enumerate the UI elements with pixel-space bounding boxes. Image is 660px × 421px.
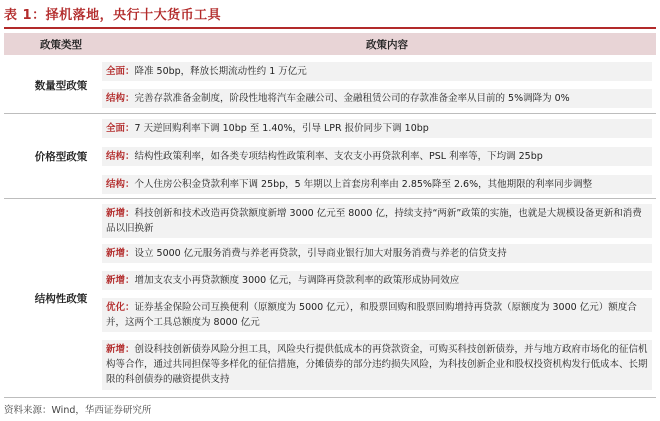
table-row [102, 175, 652, 194]
category-label: 价格型政策 [34, 151, 88, 163]
title-rule [4, 27, 656, 29]
row-text: 个人住房公积金贷款利率下调 25bp，5 年期以上首套房利率由 2.85%降至 2.6%，其他期限的利率同步调整 [134, 179, 593, 190]
table-row [102, 271, 652, 290]
row-text: 完善存款准备金制度，阶段性地将汽车金融公司、金融租赁公司的存款准备金率从目前的 5%调降为 0% [134, 93, 570, 104]
row-lead: 新增： [106, 208, 135, 219]
row-text: 结构性政策利率，如各类专项结构性政策利率、支农支小再贷款利率、PSL 利率等，下均调 25bp [134, 151, 543, 162]
table-row [102, 204, 652, 238]
table-row [102, 119, 652, 138]
table-row [102, 89, 652, 108]
table-row [102, 340, 652, 390]
row-lead: 新增： [106, 275, 135, 286]
table-row [102, 298, 652, 332]
section-quantity [4, 58, 656, 114]
row-lead: 结构： [106, 179, 135, 190]
category-label: 数量型政策 [34, 80, 88, 92]
row-lead: 全面： [106, 66, 135, 77]
row-lead: 新增： [106, 344, 135, 355]
row-text: 创设科技创新债券风险分担工具，风险央行提供低成本的再贷款资金，可购买科技创新债券，并与地方政府市场化的征信机构等合作，通过共同担保等多样化的征信措施，分摊债券的部分违约损失风险，为科技创新企业和股权投资机构发行低成本、长期限的科创债券的融资提供支持 [106, 344, 648, 385]
row-text: 科技创新和技术改造再贷款额度新增 3000 亿元至 8000 亿，持续支持“两新”政策的实施，也就是大规模设备更新和消费品以旧换新 [106, 208, 642, 234]
header-policy-content: 政策内容 [366, 38, 408, 51]
row-text: 证券基金保险公司互换便利（原额度为 5000 亿元），和股票回购和股票回购增持再贷款（原额度为 3000 亿元）额度合并，这两个工具总额度为 8000 亿元 [106, 302, 637, 328]
row-lead: 新增： [106, 248, 135, 259]
table-header [4, 33, 656, 55]
table-title: 表 1：择机落地，央行十大货币工具 [4, 8, 222, 23]
row-lead: 结构： [106, 93, 135, 104]
source-note: 资料来源：Wind，华西证券研究所 [4, 405, 152, 416]
table-row [102, 62, 652, 81]
table-row [102, 244, 652, 263]
row-lead: 全面： [106, 123, 135, 134]
header-policy-type: 政策类型 [40, 38, 82, 51]
row-lead: 结构： [106, 151, 135, 162]
row-text: 设立 5000 亿元服务消费与养老再贷款，引导商业银行加大对服务消费与养老的信贷支持 [134, 248, 507, 259]
category-label: 结构性政策 [34, 293, 88, 305]
row-text: 降准 50bp，释放长期流动性约 1 万亿元 [134, 66, 307, 77]
row-lead: 优化： [106, 302, 135, 313]
table-row [102, 147, 652, 166]
row-text: 增加支农支小再贷款额度 3000 亿元，与调降再贷款利率的政策形成协同效应 [134, 275, 460, 286]
section-structural [4, 200, 656, 398]
section-price [4, 115, 656, 199]
row-text: 7 天逆回购利率下调 10bp 至 1.40%，引导 LPR 报价同步下调 10bp [134, 123, 429, 134]
